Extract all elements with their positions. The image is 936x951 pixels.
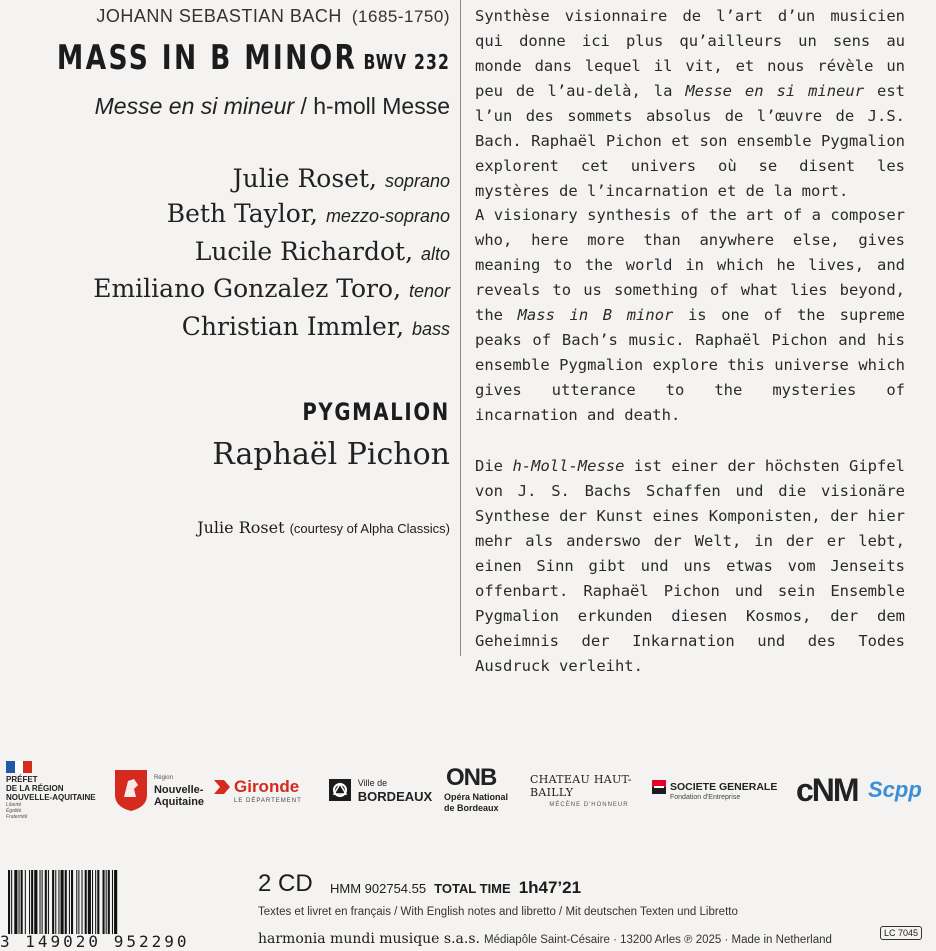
lc-code: LC 7045 xyxy=(880,926,922,940)
prefet-line-2: DE LA RÉGION xyxy=(6,783,64,793)
text-de-part1: Die xyxy=(475,457,513,475)
barcode-bar xyxy=(92,870,93,934)
catalog-number: HMM 902754.55 xyxy=(330,881,427,896)
barcode-bar xyxy=(14,870,17,934)
barcode-bar xyxy=(103,870,105,934)
description-english xyxy=(475,203,905,428)
sg-name: SOCIETE GENERALE xyxy=(670,780,778,793)
barcode-bar xyxy=(112,870,113,934)
column-divider xyxy=(460,0,461,656)
barcode-bar xyxy=(88,870,91,934)
chateau-name: CHATEAU HAUT-BAILLY xyxy=(530,772,632,799)
barcode-bar xyxy=(34,870,37,934)
courtesy-credit: (courtesy of Alpha Classics) xyxy=(289,521,450,536)
region-shield-icon xyxy=(112,767,150,813)
barcode-bar xyxy=(85,870,87,934)
barcode-icon xyxy=(6,870,216,934)
performer-role: mezzo-soprano xyxy=(325,206,450,226)
subtitle-french: Messe en si mineur xyxy=(94,93,295,119)
publisher-address: Médiapôle Saint-Césaire · 13200 Arles ℗ 2025 · Made in Netherland xyxy=(483,934,832,946)
text-en-work-title: Mass in B minor xyxy=(517,306,674,324)
barcode-bar xyxy=(71,870,73,934)
language-notes: Textes et livret en français / With English notes and libretto / Mit deutschen Texten und Libretto xyxy=(258,906,738,918)
text-fr-part1: Synthèse visionnaire de l’art d’un musicien qui donne ici plus qu’ailleurs un sens au monde dans lequel il vit, et nous révèle un peu de l’au-delà, la xyxy=(475,7,905,100)
logo-bordeaux xyxy=(322,760,438,820)
sg-square-icon xyxy=(652,780,666,794)
performer-name: Christian Immler xyxy=(181,312,397,341)
sponsor-logos xyxy=(0,760,936,820)
logo-societe-generale xyxy=(652,760,788,820)
text-en-part2: is one of the supreme peaks of Bach’s music. Raphaël Pichon and his ensemble Pygmalion explore this universe which gives utterance to the mysteries of incarnation and death. xyxy=(475,306,905,424)
barcode-bar xyxy=(8,870,10,934)
performer: Lucile Richardot, alto xyxy=(194,237,450,266)
text-fr-part2: est l’un des sommets absolus de l’œuvre de J.S. Bach. Raphaël Pichon et son ensemble Pygmalion explorent cet univers où se disent les mystères de l’incarnation et de la mort. xyxy=(475,82,905,200)
barcode-bar xyxy=(78,870,79,934)
logo-cnm xyxy=(796,760,856,820)
prefet-line-1: PRÉFET xyxy=(6,774,38,784)
logo-prefet xyxy=(6,760,106,820)
barcode-digits: 3 149020 952290 xyxy=(0,932,190,951)
logo-scpp xyxy=(868,760,932,820)
barcode-bar xyxy=(31,870,33,934)
barcode-bar xyxy=(48,870,49,934)
publisher-line xyxy=(258,928,832,947)
barcode-bar xyxy=(82,870,83,934)
publisher-name: harmonia mundi musique s.a.s. xyxy=(258,931,480,947)
title-text: MASS IN B MINOR xyxy=(56,38,358,78)
barcode-bar xyxy=(58,870,59,934)
text-fr-work-title: Messe en si mineur xyxy=(685,82,865,100)
performer-name: Julie Roset xyxy=(232,164,370,193)
region-small-label: Région xyxy=(153,775,173,781)
onb-line-2: de Bordeaux xyxy=(444,803,499,813)
logo-chateau xyxy=(530,760,648,820)
sg-subtitle: Fondation d'Entreprise xyxy=(670,793,741,801)
gironde-name: Gironde xyxy=(234,777,300,796)
text-en-part1: A visionary synthesis of the art of a composer who, here more than anywhere else, gives meaning to the world in which he lives, and reveals to us something of what lies beyond, the xyxy=(475,206,905,324)
footer xyxy=(0,870,936,950)
work-subtitle xyxy=(95,93,450,120)
conductor-name: Raphaël Pichon xyxy=(212,437,450,472)
gironde-mark-icon xyxy=(212,776,232,798)
barcode-bar xyxy=(108,870,110,934)
logo-gironde xyxy=(212,760,320,820)
courtesy-line xyxy=(197,518,450,537)
logo-onb xyxy=(444,760,530,820)
barcode-bar xyxy=(114,870,117,934)
composer-years: (1685-1750) xyxy=(351,7,450,26)
barcode-bar xyxy=(19,870,20,934)
gironde-subtitle: LE DÉPARTEMENT xyxy=(234,798,302,804)
barcode-bar xyxy=(76,870,77,934)
barcode-bar xyxy=(55,870,56,934)
performer: Julie Roset, soprano xyxy=(232,164,450,193)
region-line-1: Nouvelle- xyxy=(153,784,204,796)
performer: Christian Immler, bass xyxy=(181,312,450,341)
barcode-bar xyxy=(11,870,12,934)
barcode-bar xyxy=(61,870,64,934)
barcode-bar xyxy=(40,870,41,934)
motto-2: Égalité xyxy=(6,807,22,814)
barcode-bar xyxy=(45,870,47,934)
work-title xyxy=(57,38,450,78)
description-french xyxy=(475,4,905,204)
prefet-line-3: NOUVELLE-AQUITAINE xyxy=(6,792,96,802)
motto-1: Liberté xyxy=(6,801,22,808)
performer-name: Beth Taylor xyxy=(166,199,311,228)
french-flag-icon xyxy=(6,761,32,773)
barcode-bar xyxy=(95,870,96,934)
performer-name: Lucile Richardot xyxy=(194,237,406,266)
total-time-value: 1h47’21 xyxy=(518,878,582,897)
barcode-bar xyxy=(21,870,23,934)
motto-3: Fraternité xyxy=(6,813,28,820)
ensemble-name: PYGMALION xyxy=(302,398,450,426)
barcode-bar xyxy=(42,870,43,934)
composer-line xyxy=(96,6,450,27)
subtitle-separator: / xyxy=(294,93,314,119)
description-german xyxy=(475,454,905,679)
text-de-work-title: h-Moll-Messe xyxy=(512,457,625,475)
performer: Beth Taylor, mezzo-soprano xyxy=(166,199,450,228)
performer-role: alto xyxy=(420,244,450,264)
composer-name: JOHANN SEBASTIAN BACH xyxy=(96,6,342,26)
performer-name: Emiliano Gonzalez Toro xyxy=(93,274,394,303)
logo-region xyxy=(108,760,208,820)
barcode-bar xyxy=(25,870,26,934)
barcode-bar xyxy=(106,870,107,934)
onb-mark: ONB xyxy=(446,764,497,791)
cd-count: 2 CD xyxy=(258,870,313,897)
bordeaux-crest-icon xyxy=(328,778,352,802)
barcode-bar xyxy=(65,870,67,934)
total-time-label: TOTAL TIME xyxy=(434,881,511,896)
barcode-bar xyxy=(69,870,70,934)
chateau-subtitle: MÉCÈNE D'HONNEUR xyxy=(549,801,629,808)
barcode-bar xyxy=(29,870,30,934)
cnm-mark: cNM xyxy=(796,772,858,808)
performer-role: tenor xyxy=(408,281,450,301)
scpp-mark: Scpp xyxy=(868,777,922,802)
subtitle-german: h-moll Messe xyxy=(313,93,450,119)
performer-role: bass xyxy=(411,319,450,339)
catalog-line xyxy=(330,878,581,898)
region-line-2: Aquitaine xyxy=(153,796,205,808)
barcode-bar xyxy=(97,870,99,934)
bordeaux-name: BORDEAUX xyxy=(357,789,433,804)
text-de-part2: ist einer der höchsten Gipfel von J. S. Bachs Schaffen und die visionäre Synthese der Kunst eines Komponisten, der hier mehr als anderswo der Welt, in der er lebt, einen Sinn gibt und uns etwas vom Jenseits offenbart. Raphaël Pichon und sein Ensemble Pygmalion erkunden diesen Kosmos, der dem Geheimnis der Inkarnation und des Todes Ausdruck verleiht. xyxy=(475,457,905,675)
onb-line-1: Opéra National xyxy=(444,792,509,802)
bwv-number: BWV 232 xyxy=(363,50,450,74)
courtesy-name: Julie Roset xyxy=(197,518,285,537)
bordeaux-small-label: Ville de xyxy=(357,778,388,788)
barcode-bar xyxy=(52,870,54,934)
performer-role: soprano xyxy=(384,171,450,191)
performer: Emiliano Gonzalez Toro, tenor xyxy=(93,274,450,303)
